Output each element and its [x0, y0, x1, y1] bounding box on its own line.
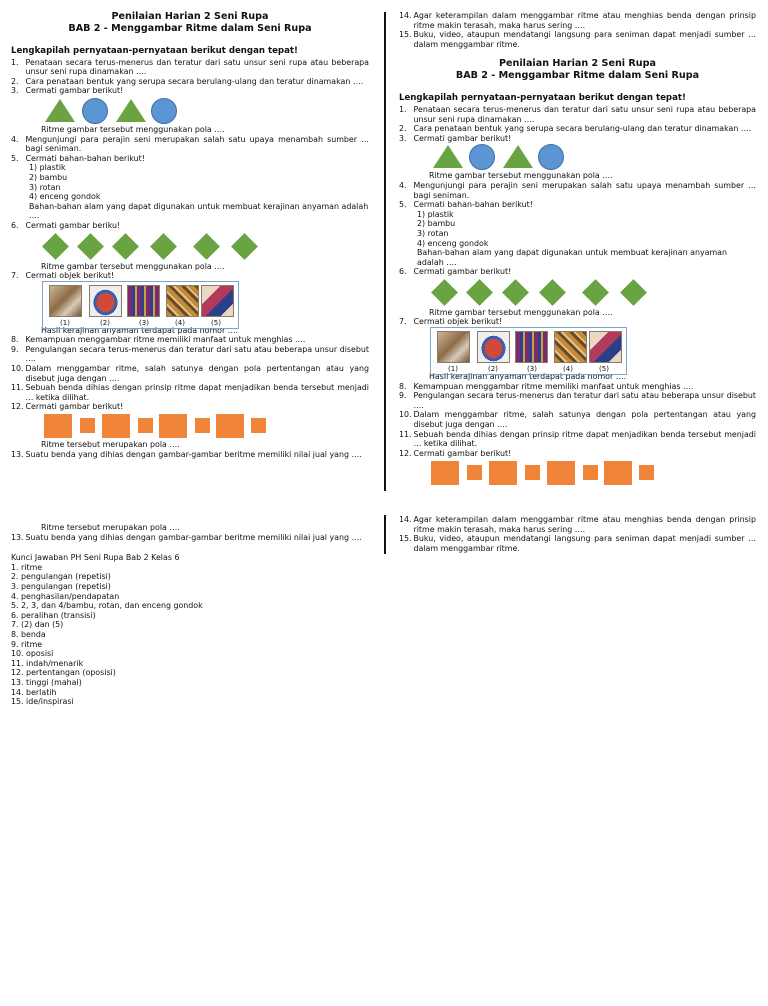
column-divider — [384, 515, 386, 554]
page-title: Penilaian Harian 2 Seni Rupa — [499, 58, 656, 70]
right-column — [399, 11, 756, 487]
question-3: 3. Cermati gambar berikut! — [11, 86, 124, 96]
answer-item: 12. pertentangan (oposisi) — [11, 668, 116, 678]
question-4: 4. Mengunjungi para perajin seni merupakan salah satu upaya menambah sumber … bagi seniman. — [399, 180, 756, 200]
page-subtitle: BAB 2 - Menggambar Ritme dalam Seni Rupa — [68, 22, 312, 34]
question-15: 15. Buku, video, ataupun mendatangi langsung para seniman dapat menjadi sumber … dalam menggambar ritme. — [399, 534, 756, 553]
answer-item: 5. 2, 3, dan 4/bambu, rotan, dan enceng gondok — [11, 601, 203, 611]
answer-item: 10. oposisi — [11, 649, 54, 659]
question-2: 2. Cara penataan bentuk yang serupa secara berulang-ulang dan teratur dinamakan …. — [11, 76, 364, 86]
woven-mat-image — [589, 331, 622, 363]
large-square — [547, 461, 575, 485]
large-square — [159, 414, 187, 438]
small-square — [195, 418, 210, 433]
question-12-caption: Ritme tersebut merupakan pola …. — [41, 440, 180, 450]
material-item: 3) rotan — [417, 228, 449, 238]
triangle-shape — [116, 99, 146, 122]
material-item: 4) enceng gondok — [29, 192, 101, 202]
question-12: 12. Cermati gambar berikut! — [399, 448, 512, 458]
question-5: 5. Cermati bahan-bahan berikut! — [11, 153, 145, 163]
shape-pattern-squares — [399, 461, 756, 487]
small-square — [251, 418, 266, 433]
diamond-shape — [77, 233, 104, 260]
photo-label: (5) — [211, 318, 221, 327]
material-item: 1) plastik — [417, 209, 454, 219]
woven-objects-figure — [42, 281, 239, 329]
question-5-tail: Bahan-bahan alam yang dapat digunakan untuk membuat kerajinan anyaman adalah …. — [29, 201, 369, 221]
shape-pattern-triangle-circle — [11, 98, 369, 125]
question-5-tail: Bahan-bahan alam yang dapat digunakan untuk membuat kerajinan anyaman adalah …. — [417, 248, 727, 267]
answer-item: 8. benda — [11, 629, 46, 639]
answer-item: 3. pengulangan (repetisi) — [11, 581, 111, 591]
question-2: 2. Cara penataan bentuk yang serupa secara berulang-ulang dan teratur dinamakan …. — [399, 124, 752, 134]
circle-shape — [151, 98, 177, 124]
question-13: 13. Suatu benda yang dihias dengan gambar-gambar beritme memiliki nilai jual yang …. — [11, 449, 362, 459]
triangle-shape — [433, 145, 463, 168]
question-7: 7. Cermati objek berikut! — [399, 317, 503, 327]
instruction: Lengkapilah pernyataan-pernyataan berikut dengan tepat! — [399, 93, 686, 104]
question-6-caption: Ritme gambar tersebut menggunakan pola …. — [41, 261, 225, 271]
answer-item: 15. ide/inspirasi — [11, 697, 74, 707]
photo-label: (2) — [488, 365, 498, 374]
photo-label: (3) — [139, 318, 149, 327]
answer-item: 6. peralihan (transisi) — [11, 610, 96, 620]
column-divider — [384, 12, 386, 491]
diamond-shape — [620, 279, 647, 306]
woven-basket-image — [166, 285, 199, 317]
triangle-shape — [45, 99, 75, 122]
material-item: 2) bambu — [29, 172, 68, 182]
small-square — [583, 465, 598, 480]
instruction: Lengkapilah pernyataan-pernyataan berikut dengan tepat! — [11, 46, 298, 56]
question-6-caption: Ritme gambar tersebut menggunakan pola …. — [429, 307, 613, 317]
woven-objects-figure — [430, 327, 627, 375]
question-3-caption: Ritme gambar tersebut menggunakan pola …. — [429, 171, 613, 181]
triangle-shape — [503, 145, 533, 168]
woven-chair-image — [437, 331, 470, 363]
diamond-shape — [539, 279, 566, 306]
question-9: 9. Pengulangan secara terus-menerus dan teratur dari satu atau beberapa unsur disebut …. — [11, 344, 369, 364]
answer-item: 9. ritme — [11, 639, 43, 649]
question-14: 14. Agar keterampilan dalam menggambar ritme atau menghias benda dengan prinsip ritme makin terasah, maka harus sering …. — [399, 11, 756, 30]
large-square — [44, 414, 72, 438]
answer-key-title: Kunci Jawaban PH Seni Rupa Bab 2 Kelas 6 — [11, 553, 180, 563]
question-6: 6. Cermati gambar beriku! — [11, 220, 121, 230]
question-5: 5. Cermati bahan-bahan berikut! — [399, 200, 533, 210]
woven-mat-image — [201, 285, 234, 317]
circle-shape — [82, 98, 108, 124]
question-11: 11. Sebuah benda dihias dengan prinsip ritme dapat menjadikan benda tersebut menjadi … ketika dilihat. — [11, 383, 369, 402]
question-6: 6. Cermati gambar berikut! — [399, 267, 512, 277]
circle-shape — [469, 144, 495, 170]
photo-label: (1) — [448, 365, 458, 374]
question-7-caption: Hasil kerajinan anyaman terdapat pada nomor …. — [429, 372, 627, 382]
answer-item: 11. indah/menarik — [11, 658, 84, 668]
photo-label: (4) — [175, 318, 185, 327]
small-square — [138, 418, 153, 433]
diamond-shape — [42, 233, 69, 260]
diamond-shape — [112, 233, 139, 260]
question-8: 8. Kemampuan menggambar ritme memiliki manfaat untuk menghias …. — [399, 381, 694, 391]
small-square — [80, 418, 95, 433]
large-square — [216, 414, 244, 438]
question-14: 14. Agar keterampilan dalam menggambar ritme atau menghias benda dengan prinsip ritme makin terasah, maka harus sering …. — [399, 515, 756, 534]
diamond-shape — [582, 279, 609, 306]
large-square — [102, 414, 130, 438]
answer-item: 2. pengulangan (repetisi) — [11, 572, 111, 582]
diamond-shape — [466, 279, 493, 306]
material-item: 3) rotan — [29, 182, 61, 192]
question-4: 4. Mengunjungi para perajin seni merupakan salah satu upaya menambah sumber … bagi seniman. — [11, 134, 369, 154]
photo-label: (4) — [563, 365, 573, 374]
question-8: 8. Kemampuan menggambar ritme memiliki manfaat untuk menghias …. — [11, 335, 306, 345]
diamond-shape — [231, 233, 258, 260]
answer-item: 13. tinggi (mahal) — [11, 677, 82, 687]
question-3: 3. Cermati gambar berikut! — [399, 133, 512, 143]
material-item: 4) enceng gondok — [417, 238, 489, 248]
small-square — [639, 465, 654, 480]
material-item: 1) plastik — [29, 163, 66, 173]
photo-label: (1) — [60, 318, 70, 327]
page-title: Penilaian Harian 2 Seni Rupa — [111, 11, 269, 22]
shape-pattern-squares — [11, 414, 369, 440]
shape-pattern-triangle-circle — [399, 144, 756, 171]
question-10: 10. Dalam menggambar ritme, salah satunya dengan pola pertentangan atau yang disebut juga dengan …. — [11, 364, 369, 383]
answer-item: 4. penghasilan/pendapatan — [11, 591, 120, 601]
answer-item: 14. berlatih — [11, 687, 57, 697]
diamond-shape — [150, 233, 177, 260]
answer-item: 7. (2) dan (5) — [11, 620, 64, 630]
photo-label: (5) — [599, 365, 609, 374]
question-12: 12. Cermati gambar berikut! — [11, 402, 124, 412]
woven-bag-image — [127, 285, 160, 317]
large-square — [489, 461, 517, 485]
page-subtitle: BAB 2 - Menggambar Ritme dalam Seni Rupa — [455, 69, 700, 81]
woven-chair-image — [49, 285, 82, 317]
woven-bag-image — [515, 331, 548, 363]
question-1: 1. Penataan secara terus-menerus dan teratur dari satu unsur seni rupa atau beberapa unsur seni rupa dinamakan …. — [11, 57, 369, 77]
photo-label: (2) — [100, 318, 110, 327]
diamond-shape — [502, 279, 529, 306]
question-7-caption: Hasil kerajinan anyaman terdapat pada nomor …. — [41, 325, 239, 335]
question-10: 10. Dalam menggambar ritme, salah satunya dengan pola pertentangan atau yang disebut juga dengan …. — [399, 410, 756, 430]
question-9: 9. Pengulangan secara terus-menerus dan teratur dari satu atau beberapa unsur disebut …. — [399, 391, 756, 410]
lower-left-column — [11, 523, 369, 707]
shape-pattern-diamonds — [399, 278, 756, 308]
diamond-shape — [431, 279, 458, 306]
woven-hat-image — [89, 285, 122, 317]
left-column — [11, 11, 369, 459]
question-11: 11. Sebuah benda dihias dengan prinsip ritme dapat menjadikan benda tersebut menjadi … ketika dilihat. — [399, 429, 756, 449]
woven-basket-image — [554, 331, 587, 363]
small-square — [467, 465, 482, 480]
woven-hat-image — [477, 331, 510, 363]
photo-label: (3) — [527, 365, 537, 374]
answer-item: 1. ritme — [11, 562, 43, 572]
large-square — [604, 461, 632, 485]
shape-pattern-diamonds — [11, 232, 369, 262]
large-square — [431, 461, 459, 485]
question-15: 15. Buku, video, ataupun mendatangi langsung para seniman dapat menjadi sumber … dalam menggambar ritme. — [399, 30, 756, 49]
circle-shape — [538, 144, 564, 170]
small-square — [525, 465, 540, 480]
question-3-caption: Ritme gambar tersebut menggunakan pola …. — [41, 124, 225, 134]
question-1: 1. Penataan secara terus-menerus dan teratur dari satu unsur seni rupa atau beberapa unsur seni rupa dinamakan …. — [399, 104, 756, 124]
material-item: 2) bambu — [417, 219, 456, 229]
question-7: 7. Cermati objek berikut! — [11, 271, 115, 281]
lower-right-column — [399, 515, 756, 553]
answer-key-list — [11, 563, 369, 707]
question-12-caption: Ritme tersebut merupakan pola …. — [41, 523, 180, 532]
diamond-shape — [193, 233, 220, 260]
question-13: 13. Suatu benda yang dihias dengan gambar-gambar beritme memiliki nilai jual yang …. — [11, 532, 362, 542]
